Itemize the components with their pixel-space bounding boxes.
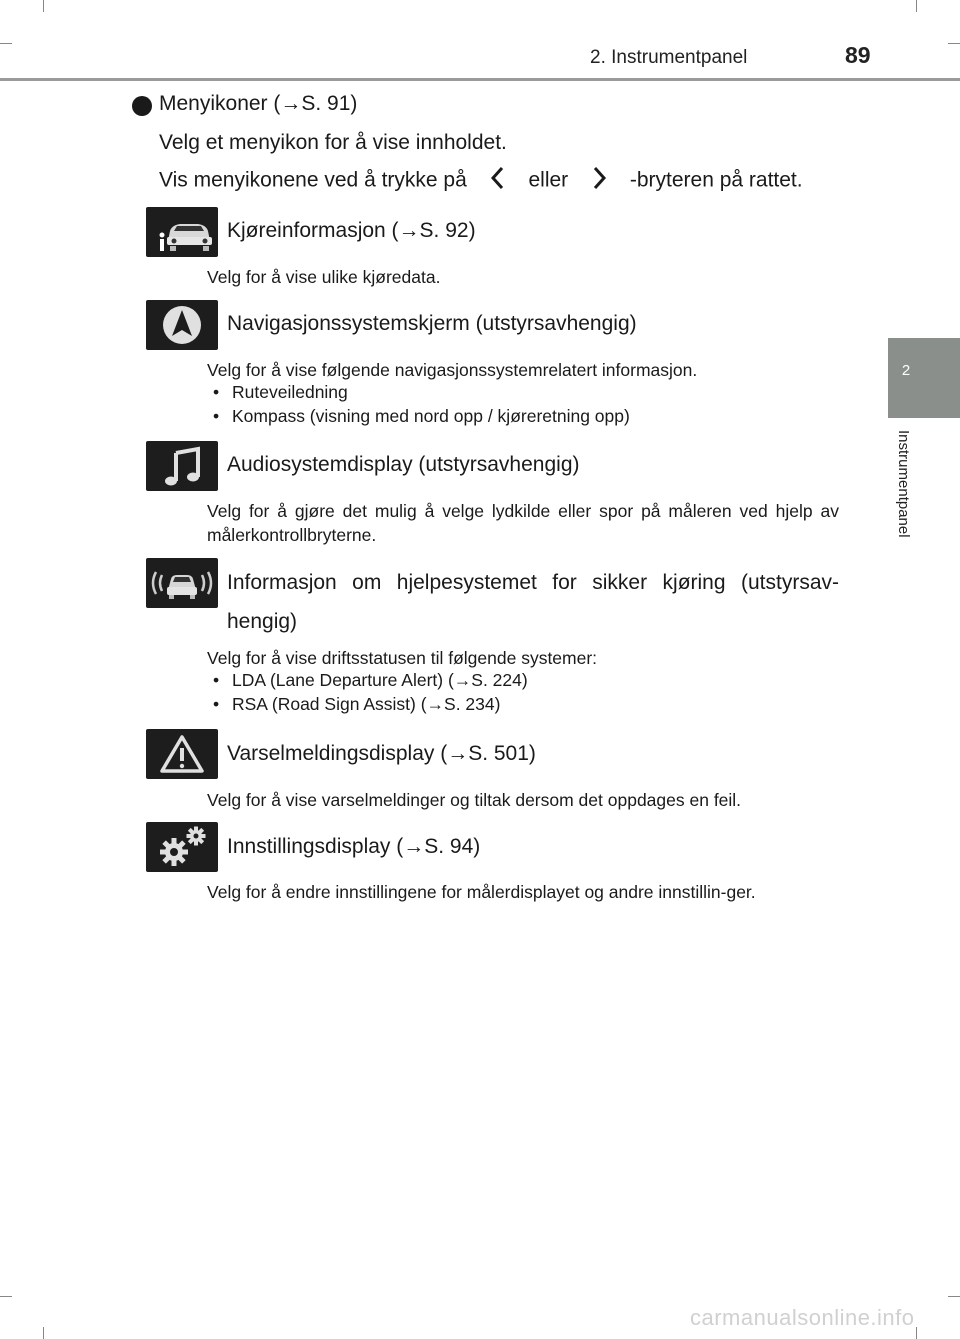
intro-line-2-before: Vis menyikonene ved å trykke på — [159, 168, 467, 192]
item-desc-settings: Velg for å endre innstillingene for målerdisplayet og andre innstillin-ger. — [207, 882, 756, 902]
crop-mark — [0, 1296, 12, 1297]
music-note-icon — [146, 441, 218, 491]
item-desc-warning: Velg for å vise varselmeldinger og tiltak dersom det oppdages en feil. — [207, 790, 742, 810]
chapter-tab-label: Instrumentpanel — [895, 430, 912, 538]
crop-mark — [0, 43, 12, 44]
crop-mark — [948, 43, 960, 44]
crop-mark — [43, 1327, 44, 1339]
crop-mark — [916, 1327, 917, 1339]
crop-mark — [916, 0, 917, 12]
chevron-left-icon — [473, 166, 523, 196]
bullet-dot-icon — [132, 96, 152, 116]
intro-line-2-middle: eller — [528, 168, 569, 192]
page-number: 89 — [845, 42, 871, 68]
safety-car-icon — [146, 558, 218, 608]
chapter-tab — [888, 338, 960, 418]
intro-line-1: Velg et menyikon for å vise innholdet. — [159, 131, 507, 154]
item-title-audio: Audiosystemdisplay (utstyrsavhengig) — [227, 453, 580, 476]
intro-line-2-after: -bryteren på rattet. — [629, 168, 803, 192]
gears-icon — [146, 822, 218, 872]
item-desc-navigation: Velg for å vise følgende navigasjonssystemrelatert informasjon. — [207, 360, 698, 380]
item-desc-safety: Velg for å vise driftsstatusen til følgende systemer: — [207, 648, 598, 668]
section-heading: Menyikoner (→S. 91) — [159, 92, 358, 115]
intro-line-2 — [159, 166, 803, 196]
chapter-tab-number: 2 — [901, 362, 911, 379]
item-title-safety-line1: Informasjon om hjelpesystemet for sikker kjøring (utstyrsav- — [227, 571, 839, 594]
item-title-drive-info: Kjøreinformasjon (→S. 92) — [227, 219, 476, 242]
crop-mark — [948, 1296, 960, 1297]
item-desc-audio: Velg for å gjøre det mulig å velge lydkilde eller spor på måleren ved hjelp av målerkontrollbryterne. — [207, 501, 839, 545]
chevron-right-icon — [574, 166, 624, 196]
list-item: • Ruteveiledning — [213, 382, 348, 402]
item-desc-drive-info: Velg for å vise ulike kjøredata. — [207, 267, 441, 287]
warning-triangle-icon — [146, 729, 218, 779]
item-title-settings: Innstillingsdisplay (→S. 94) — [227, 835, 481, 858]
navigation-arrow-icon — [146, 300, 218, 350]
footer-watermark: carmanualsonline.info — [690, 1305, 915, 1330]
list-item: • Kompass (visning med nord opp / kjøreretning opp) — [213, 406, 630, 426]
car-info-icon — [146, 207, 218, 257]
crop-mark — [43, 0, 44, 12]
header-divider — [0, 78, 960, 81]
item-title-navigation: Navigasjonssystemskjerm (utstyrsavhengig) — [227, 312, 637, 335]
item-title-safety-line2: hengig) — [227, 610, 298, 633]
list-item: • RSA (Road Sign Assist) (→S. 234) — [213, 694, 501, 714]
list-item: • LDA (Lane Departure Alert) (→S. 224) — [213, 670, 528, 690]
header-title: 2. Instrumentpanel — [590, 47, 748, 68]
item-title-warning: Varselmeldingsdisplay (→S. 501) — [227, 742, 536, 765]
